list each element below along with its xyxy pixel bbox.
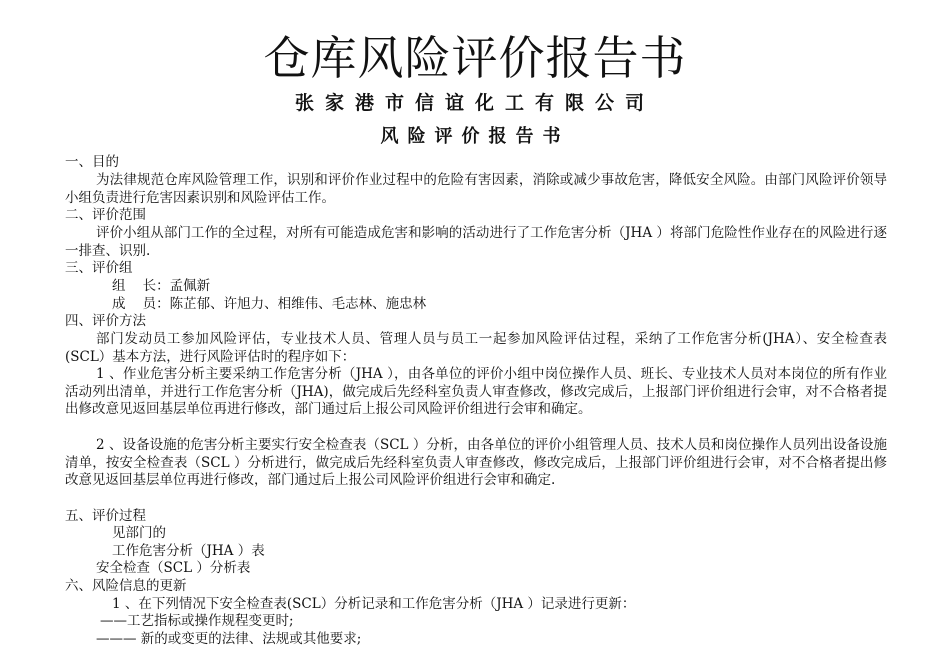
section-1-heading: 一、目的 <box>65 154 119 170</box>
document-subtitle: 风险评价报告书 <box>380 126 570 147</box>
section-5-line-1: 见部门的 <box>112 525 166 541</box>
section-5-line-2: 工作危害分析（JHA ）表 <box>112 543 265 559</box>
section-5-line-3: 安全检查（SCL ）分析表 <box>96 560 251 576</box>
company-name: 张家港市信谊化工有限公司 <box>294 92 655 114</box>
document-title: 仓库风险评价报告书 <box>263 31 687 85</box>
team-members-line: 成 员：陈芷郁、许旭力、相维伟、毛志林、施忠林 <box>112 296 427 312</box>
section-4-heading: 四、评价方法 <box>65 313 146 329</box>
section-5-heading: 五、评价过程 <box>65 508 146 524</box>
section-2-paragraph: 评价小组从部门工作的全过程，对所有可能造成危害和影响的活动进行了工作危害分析（JHA ）将部门危险性作业存在的风险进行逐一排查、识别. <box>65 225 887 259</box>
section-6-bullet-1: ——工艺指标或操作规程变更时; <box>100 613 294 629</box>
section-2-heading: 二、评价范围 <box>65 207 146 223</box>
section-4-item-1: 1 、作业危害分析主要采纳工作危害分析（JHA ），由各单位的评价小组中岗位操作人员、班长、专业技术人员对本岗位的所有作业活动列出清单，并进行工作危害分析（JHA)，做完成后先经科室负责人审查修改，修改完成后，上报部门评价组进行会审，对不合格者提出修改意见返回基层单位再进行修改，部门通过后上报公司风险评价组进行会审和确定。 <box>65 366 887 418</box>
section-6-heading: 六、风险信息的更新 <box>65 578 187 594</box>
section-1-paragraph: 为法律规范仓库风险管理工作，识别和评价作业过程中的危险有害因素，消除或减少事故危害，降低安全风险。由部门风险评价领导小组负责进行危害因素识别和风险评估工作。 <box>65 172 887 206</box>
section-4-paragraph: 部门发动员工参加风险评估，专业技术人员、管理人员与员工一起参加风险评估过程，采纳了工作危害分析(JHA）、安全检查表(SCL）基本方法，进行风险评估时的程序如下： <box>65 331 887 365</box>
section-3-heading: 三、评价组 <box>65 260 133 276</box>
section-4-item-2: 2 、设备设施的危害分析主要实行安全检查表（SCL ）分析，由各单位的评价小组管理人员、技术人员和岗位操作人员列出设备设施清单，按安全检查表（SCL ）分析进行，做完成后先经科室负责人审查修改，修改完成后，上报部门评价组进行会审，对不合格者提出修改意见返回基层单位再进行修改，部门通过后上报公司风险评价组进行会审和确定. <box>65 437 887 489</box>
section-6-bullet-2: ——— 新的或变更的法律、法规或其他要求; <box>96 631 362 647</box>
section-6-item-1: 1 、在下列情况下安全检查表(SCL）分析记录和工作危害分析（JHA ）记录进行更新： <box>112 596 636 612</box>
team-leader-line: 组 长：孟佩新 <box>112 278 211 294</box>
